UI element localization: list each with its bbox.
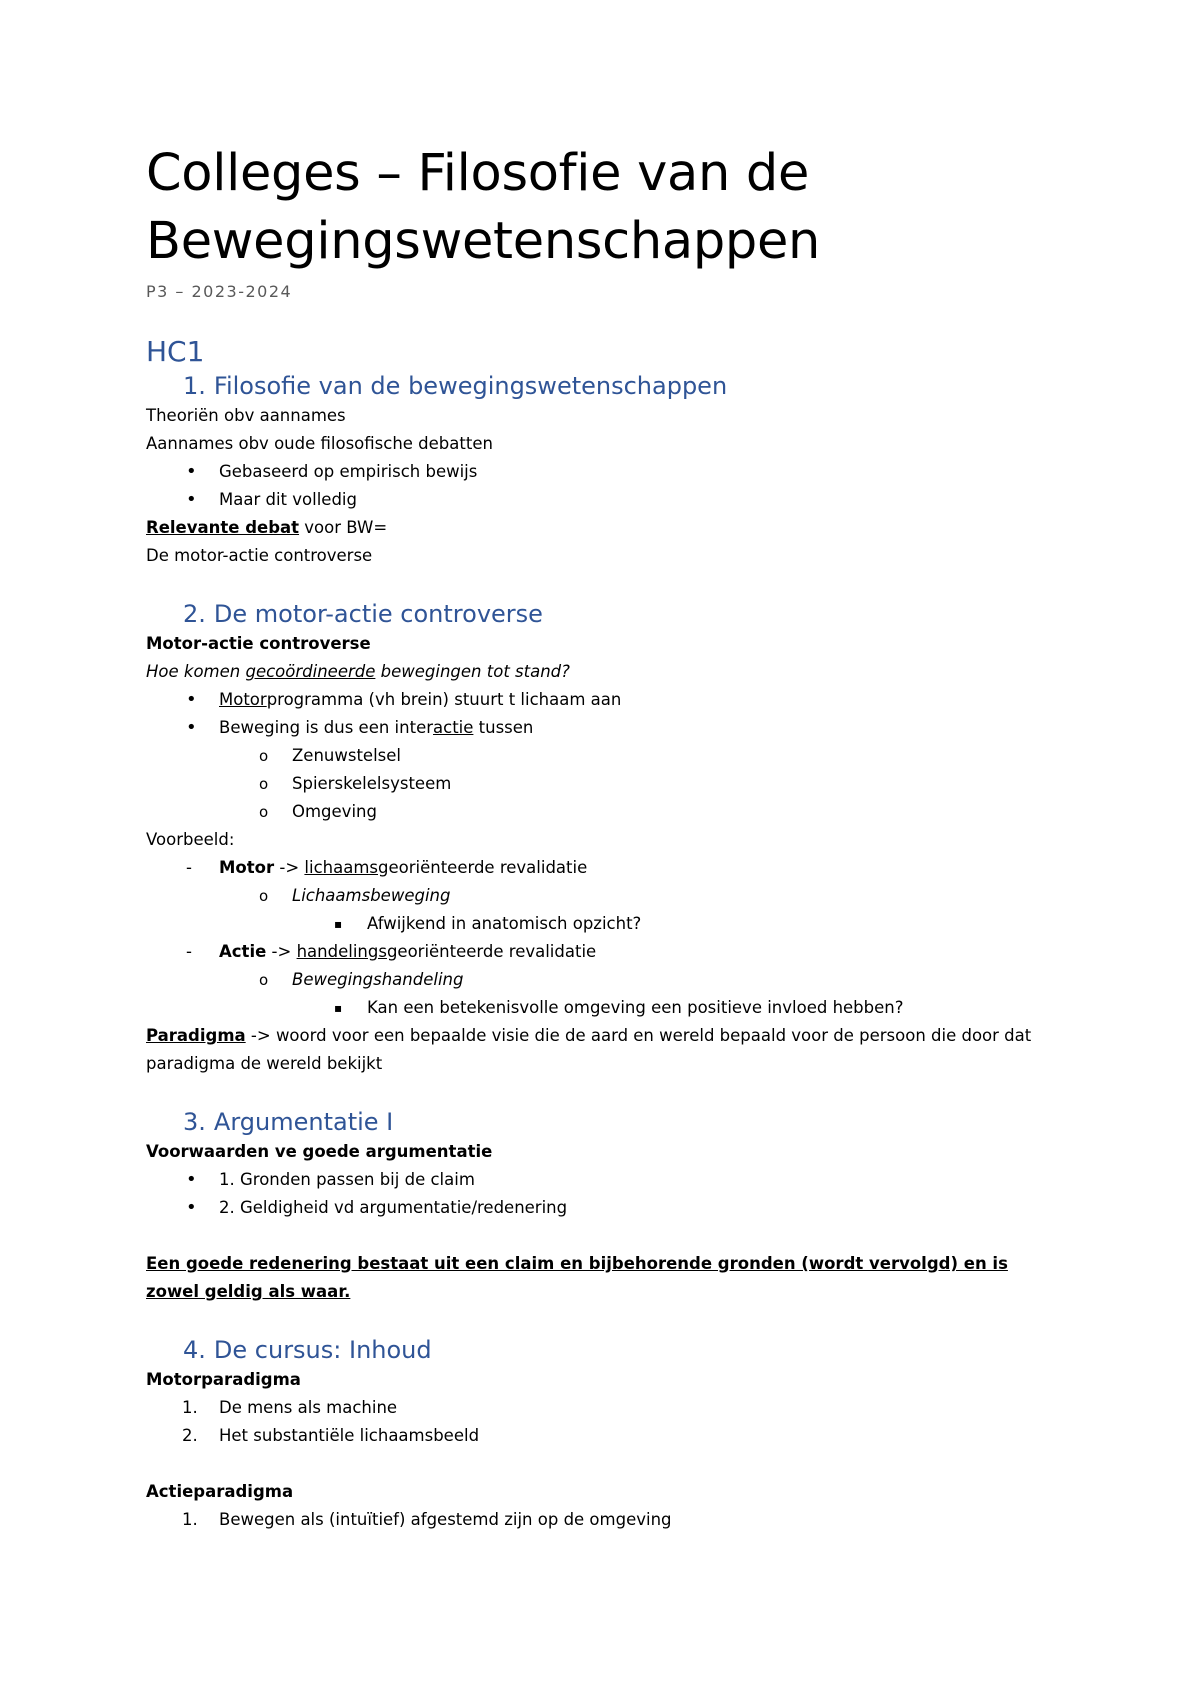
text-run: tussen bbox=[473, 718, 534, 737]
paragraph-text: voor BW= bbox=[299, 518, 388, 537]
bold-term: Motor bbox=[219, 858, 275, 877]
bullet-marker: • bbox=[186, 1169, 197, 1190]
section-title: Argumentatie I bbox=[213, 1108, 394, 1136]
numbered-list-item bbox=[146, 1506, 1066, 1534]
heading-section-3 bbox=[146, 1106, 1066, 1138]
document-title bbox=[146, 140, 1066, 276]
bullet-marker: • bbox=[186, 489, 197, 510]
section-number: 2. bbox=[183, 600, 206, 628]
text-run: Beweging is dus een inter bbox=[219, 718, 434, 737]
document-page bbox=[146, 140, 1066, 1534]
dash-marker: - bbox=[186, 942, 192, 961]
sub-sub-list-item bbox=[146, 994, 1066, 1022]
list-item bbox=[146, 1166, 1066, 1194]
section-title: Filosofie van de bewegingswetenschappen bbox=[213, 372, 728, 400]
section-number: 3. bbox=[183, 1108, 206, 1136]
text-run: -> woord voor een bepaalde visie die de aard en wereld bepaald voor de persoon die door dat paradigma de wereld bekijkt bbox=[146, 1026, 1032, 1073]
list-item-text: De mens als machine bbox=[219, 1398, 398, 1417]
heading-section-1 bbox=[146, 370, 1066, 402]
text-run: -> bbox=[266, 942, 297, 961]
bold-subheading: Motor-actie controverse bbox=[146, 634, 371, 653]
underlined-term: actie bbox=[433, 718, 474, 737]
circle-marker: o bbox=[259, 971, 269, 989]
list-item-text: Kan een betekenisvolle omgeving een positieve invloed hebben? bbox=[367, 998, 904, 1017]
list-item bbox=[146, 854, 1066, 882]
numbered-list-item bbox=[146, 1394, 1066, 1422]
underlined-term: lichaams bbox=[304, 858, 378, 877]
document-subtitle: P3 – 2023-2024 bbox=[146, 282, 293, 301]
list-item-text: Omgeving bbox=[292, 802, 377, 821]
list-item-text: Zenuwstelsel bbox=[292, 746, 401, 765]
list-item-text: 1. Gronden passen bij de claim bbox=[219, 1170, 475, 1189]
section-title: De motor-actie controverse bbox=[213, 600, 543, 628]
heading-section-2 bbox=[146, 598, 1066, 630]
conclusion-text: Een goede redenering bestaat uit een claim en bijbehorende gronden (wordt vervolgd) en is zowel geldig als waar. bbox=[146, 1254, 1008, 1301]
paragraph: Voorbeeld: bbox=[146, 830, 235, 849]
text-run: bewegingen tot stand? bbox=[375, 662, 570, 681]
list-item bbox=[146, 686, 1066, 714]
list-item-text: Afwijkend in anatomisch opzicht? bbox=[367, 914, 642, 933]
number-marker: 2. bbox=[182, 1426, 198, 1445]
list-item-text: Lichaamsbeweging bbox=[292, 886, 451, 905]
sub-list-item bbox=[146, 770, 1066, 798]
heading-section-4 bbox=[146, 1334, 1066, 1366]
paragraph: Theoriën obv aannames bbox=[146, 406, 346, 425]
underlined-term: gecoördineerde bbox=[245, 662, 376, 681]
section-number: 1. bbox=[183, 372, 206, 400]
section-title: De cursus: Inhoud bbox=[213, 1336, 432, 1364]
circle-marker: o bbox=[259, 887, 269, 905]
sub-sub-list-item bbox=[146, 910, 1066, 938]
paragraph: Aannames obv oude filosofische debatten bbox=[146, 434, 493, 453]
circle-marker: o bbox=[259, 747, 269, 765]
bullet-marker: • bbox=[186, 461, 197, 482]
text-run: georiënteerde revalidatie bbox=[386, 942, 597, 961]
sub-list-item bbox=[146, 882, 1066, 910]
text-run: Hoe komen bbox=[146, 662, 246, 681]
list-item-text: Maar dit volledig bbox=[219, 490, 357, 509]
paragraph: De motor-actie controverse bbox=[146, 546, 373, 565]
underlined-term: Motor bbox=[219, 690, 267, 709]
bold-subheading: Voorwaarden ve goede argumentatie bbox=[146, 1142, 493, 1161]
list-item-text: Het substantiële lichaamsbeeld bbox=[219, 1426, 480, 1445]
list-item-text: 2. Geldigheid vd argumentatie/redenering bbox=[219, 1198, 568, 1217]
bullet-marker: • bbox=[186, 1197, 197, 1218]
bold-subheading: Motorparadigma bbox=[146, 1370, 301, 1389]
square-marker: ▪ bbox=[334, 1001, 343, 1015]
number-marker: 1. bbox=[182, 1510, 198, 1529]
bullet-marker: • bbox=[186, 717, 197, 738]
list-item bbox=[146, 486, 1066, 514]
square-marker: ▪ bbox=[334, 917, 343, 931]
list-item-text: Spierskelelsysteem bbox=[292, 774, 452, 793]
title-line-2: Bewegingswetenschappen bbox=[146, 212, 821, 271]
list-item bbox=[146, 1194, 1066, 1222]
text-run: programma (vh brein) stuurt t lichaam aan bbox=[266, 690, 622, 709]
bold-subheading: Actieparadigma bbox=[146, 1482, 294, 1501]
numbered-list-item bbox=[146, 1422, 1066, 1450]
list-item-text: Bewegingshandeling bbox=[292, 970, 464, 989]
paragraph bbox=[146, 1022, 1066, 1078]
text-run: georiënteerde revalidatie bbox=[378, 858, 588, 877]
sub-list-item bbox=[146, 798, 1066, 826]
bold-underlined-term: Relevante debat bbox=[146, 518, 300, 537]
sub-list-item bbox=[146, 742, 1066, 770]
list-item-text: Gebaseerd op empirisch bewijs bbox=[219, 462, 478, 481]
sub-list-item bbox=[146, 966, 1066, 994]
bold-term: Actie bbox=[219, 942, 267, 961]
underlined-term: handelings bbox=[296, 942, 387, 961]
circle-marker: o bbox=[259, 803, 269, 821]
section-number: 4. bbox=[183, 1336, 206, 1364]
bullet-marker: • bbox=[186, 689, 197, 710]
list-item bbox=[146, 714, 1066, 742]
question-text bbox=[146, 658, 1066, 686]
number-marker: 1. bbox=[182, 1398, 198, 1417]
list-item-text: Bewegen als (intuïtief) afgestemd zijn op de omgeving bbox=[219, 1510, 672, 1529]
heading-hc1: HC1 bbox=[146, 335, 205, 368]
paragraph bbox=[146, 514, 1066, 542]
circle-marker: o bbox=[259, 775, 269, 793]
dash-marker: - bbox=[186, 858, 192, 877]
list-item bbox=[146, 938, 1066, 966]
text-run: -> bbox=[274, 858, 305, 877]
bold-underlined-term: Paradigma bbox=[146, 1026, 246, 1045]
list-item bbox=[146, 458, 1066, 486]
title-line-1: Colleges – Filosofie van de bbox=[146, 144, 810, 203]
